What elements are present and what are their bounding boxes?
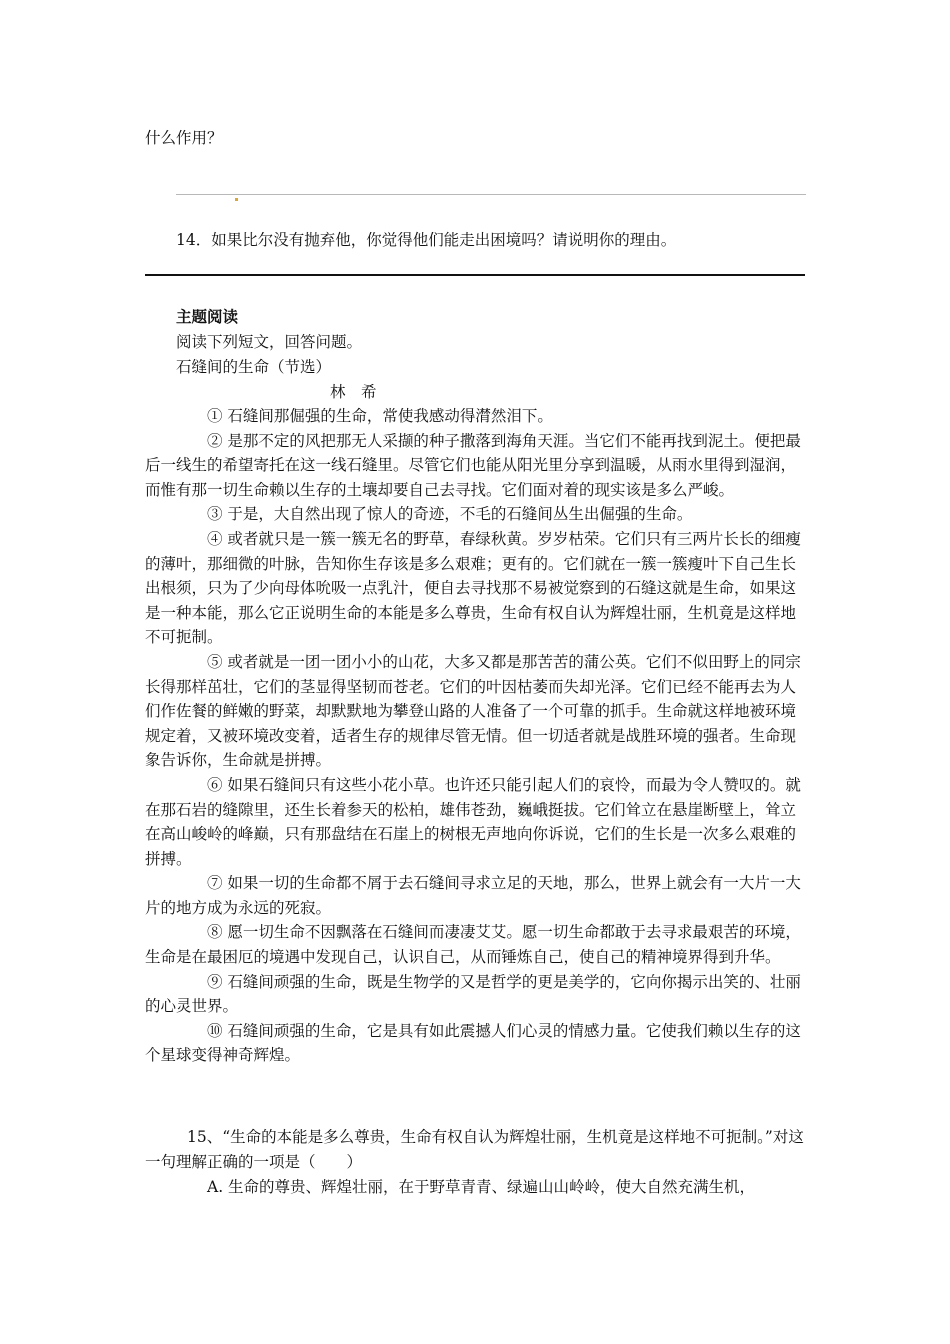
section-title: 主题阅读 <box>176 307 239 326</box>
paragraph-1: ① 石缝间那倔强的生命，常使我感动得潸然泪下。 <box>207 407 553 425</box>
section-separator <box>145 274 805 276</box>
reading-instruction: 阅读下列短文，回答问题。 <box>176 333 363 351</box>
question-14: 14．如果比尔没有抛弃他，你觉得他们能走出困境吗？请说明你的理由。 <box>176 231 677 249</box>
paragraph-3: ③ 于是，大自然出现了惊人的奇迹，不毛的石缝间丛生出倔强的生命。 <box>207 505 693 524</box>
article-body <box>145 404 805 1068</box>
question-15-block <box>145 1125 805 1200</box>
paragraph-2: ② 是那不定的风把那无人采撷的种子撒落到海角天涯。当它们不能再找到泥土。便把最后一线生的希望寄托在这一线石缝里。尽管它们也能从阳光里分享到温暖，从雨水里得到湿润，而惟有那一切生命赖以生存的土壤却要自己去寻找。它们面对着的现实该是多么严峻。 <box>145 431 801 499</box>
paragraph-8: ⑧ 愿一切生命不因飘落在石缝间而凄凄艾艾。愿一切生命都敢于去寻求最艰苦的环境，生命是在最困厄的境遇中发现自己，认识自己，从而锤炼自己，使自己的精神境界得到升华。 <box>145 923 801 967</box>
top-fragment-text: 什么作用？ <box>145 129 223 147</box>
paragraph-5: ⑤ 或者就是一团一团小小的山花，大多又都是那苦苦的蒲公英。它们不似田野上的同宗长得那样茁壮，它们的茎显得坚韧而苍老。它们的叶因枯萎而失却光泽。它们已经不能再去为人们作佐餐的鲜嫩的野菜，却默默地为攀登山路的人准备了一个可靠的抓手。生命就这样地被环境规定着，又被环境改变着，适者生存的规律尽管无情。但一切适者就是战胜环境的强者。生命现象告诉你，生命就是拼搏。 <box>145 652 801 770</box>
paragraph-6: ⑥ 如果石缝间只有这些小花小草。也许还只能引起人们的哀怜，而最为令人赞叹的。就在那石岩的缝隙里，还生长着参天的松柏，雄伟苍劲，巍峨挺拔。它们耸立在悬崖断壁上，耸立在高山峻岭的峰巅，只有那盘结在石崖上的树根无声地向你诉说，它们的生长是一次多么艰难的拼搏。 <box>145 775 801 868</box>
question-15: 15、“生命的本能是多么尊贵，生命有权自认为辉煌壮丽，生机竟是这样地不可扼制。”对这一句理解正确的一项是（ ） <box>145 1128 804 1171</box>
paragraph-10: ⑩ 石缝间顽强的生命，它是具有如此震撼人们心灵的情感力量。它使我们赖以生存的这个星球变得神奇辉煌。 <box>145 1021 801 1065</box>
scan-artifact-dot <box>235 198 238 201</box>
answer-line <box>176 194 806 195</box>
article-title: 石缝间的生命（节选） <box>176 358 332 376</box>
article-author: 林 希 <box>330 383 377 401</box>
paragraph-9: ⑨ 石缝间顽强的生命，既是生物学的又是哲学的更是美学的，它向你揭示出笑的、壮丽的心灵世界。 <box>145 972 801 1016</box>
paragraph-7: ⑦ 如果一切的生命都不屑于去石缝间寻求立足的天地，那么，世界上就会有一大片一大片的地方成为永远的死寂。 <box>145 874 801 917</box>
paragraph-4: ④ 或者就只是一簇一簇无名的野草，春绿秋黄。岁岁枯荣。它们只有三两片长长的细瘦的薄叶，那细微的叶脉，告知你生存该是多么艰难；更有的。它们就在一簇一簇瘦叶下自己生长出根须，只为了少向母体吮吸一点乳汁，便自去寻找那不易被觉察到的石缝这就是生命，如果这是一种本能，那么它正说明生命的本能是多么尊贵，生命有权自认为辉煌壮丽，生机竟是这样地不可扼制。 <box>145 529 801 647</box>
option-a: A. 生命的尊贵、辉煌壮丽，在于野草青青、绿遍山山岭岭，使大自然充满生机， <box>207 1178 756 1196</box>
